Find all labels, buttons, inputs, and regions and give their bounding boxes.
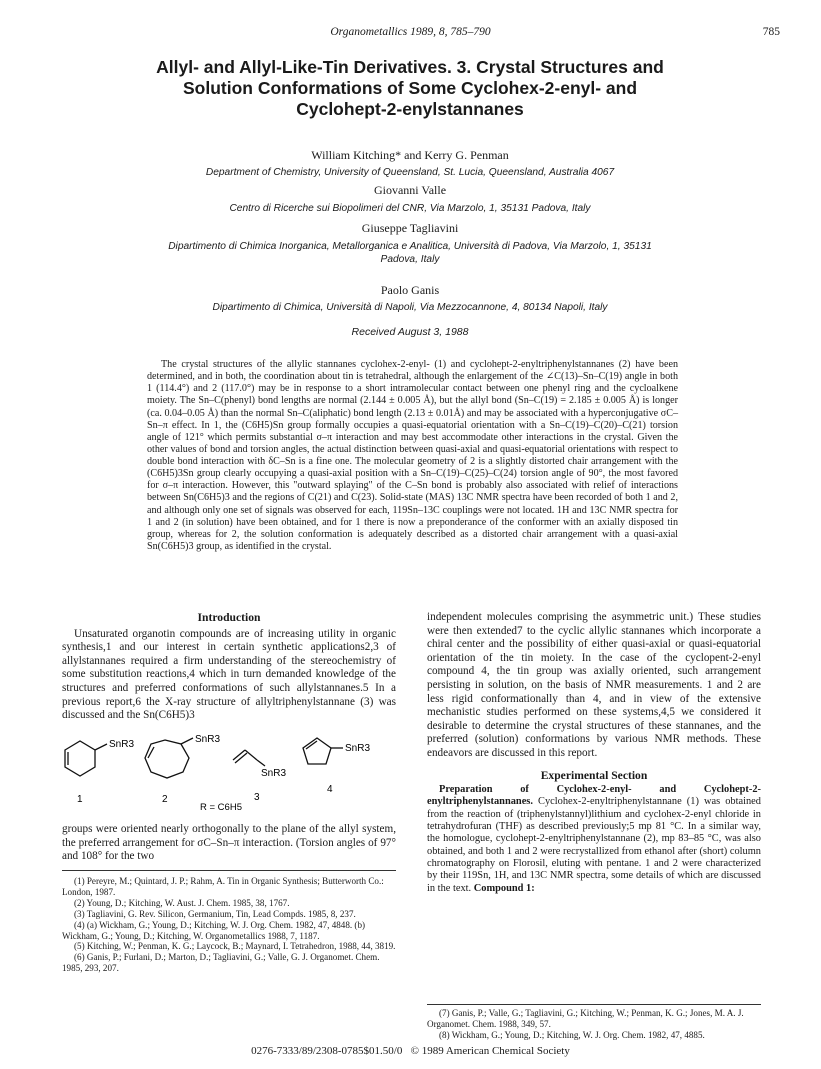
right-column xyxy=(427,611,761,895)
author-line-3: Giuseppe Tagliavini xyxy=(361,221,459,235)
footnote-7: (7) Ganis, P.; Valle, G.; Tagliavini, G.; Kitching, W.; Penman, K. G.; Jones, M. A. J. Organomet. Chem. 1988, 349, 57. xyxy=(427,1008,744,1029)
footnote-2: (2) Young, D.; Kitching, W. Aust. J. Chem. 1985, 38, 1767. xyxy=(74,897,290,908)
journal-citation: Organometallics 1989, 8, 785–790 xyxy=(330,26,491,38)
received-date: Received August 3, 1988 xyxy=(351,326,469,338)
compound-1-label: SnR3 xyxy=(109,739,135,750)
abstract xyxy=(147,359,678,553)
compound-1-number: 1 xyxy=(77,794,83,805)
affiliation-1: Department of Chemistry, University of Queensland, St. Lucia, Queensland, Australia 4067 xyxy=(205,167,615,178)
experimental-heading: Experimental Section xyxy=(540,768,648,782)
article-title xyxy=(60,57,760,120)
compound-4-label: SnR3 xyxy=(345,743,371,754)
footnotes-right xyxy=(427,1008,761,1041)
footnote-rule-left xyxy=(62,870,396,871)
compound-4-number: 4 xyxy=(327,784,333,795)
page-number: 785 xyxy=(762,26,780,38)
affiliation-3: Dipartimento di Chimica Inorganica, Metallorganica e Analitica, Università di Padova, Via Marzolo, 1, 35131 Padova, Italy xyxy=(168,241,652,265)
introduction-heading: Introduction xyxy=(197,611,261,624)
compound-4-structure xyxy=(303,738,343,764)
footnote-4: (4) (a) Wickham, G.; Young, D.; Kitching, W. J. Org. Chem. 1982, 47, 4848. (b) Wickham, G.; Young, D.; Kitching, W. Organometallics 1988, 7, 1187. xyxy=(62,919,366,941)
compound-2-label: SnR3 xyxy=(195,734,221,745)
compound-3-structure xyxy=(233,750,265,766)
footnote-5: (5) Kitching, W.; Penman, K. G.; Laycock, B.; Maynard, I. Tetrahedron, 1988, 44, 3819. xyxy=(74,941,396,952)
abstract-text: The crystal structures of the allylic stannanes cyclohex-2-enyl- (1) and cyclohept-2-enyltriphenylstannanes (2) have been determined, and in both, the coordination about tin is tetrahedral, although the enlargement of the ∠C(13)–Sn–C(19) angle in both 1 (114.4°) and 2 (117.0°) may be in response to a short intramolecular contact between one phenyl ring and the cycloalkene moiety. The Sn–C(phenyl) bond lengths are normal (2.144 ± 0.005 Å), but the allyl bond (Sn–C(19) = 2.185 ± 0.005 Å) is longer (ca. 0.04–0.05 Å) than the normal Sn–C(aliphatic) bond length (2.13 ± 0.01Å) and may be associated with a hyperconjugative σC–Sn–π effect. In 1, the (C6H5)Sn group formally occupies a quasi-equatorial orientation with a Sn–C(19)–C(20)–C(21) torsion angle of 121° which permits substantial σ–π interaction and may best accommodate other interactions in the crystal. Given the other values of bond and torsion angles, the actual distinction between quasi-axial and quasi-equatorial orientations with respect to double bond interaction with δC–Sn is a fine one. The molecular geometry of 2 is a slightly distorted chair arrangement with the (C6H5)3Sn group clearly occupying a quasi-axial position with a Sn–C(19)–C(25)–C(24) torsion angle of 90°, the most favored for σ–π interaction. However, this "outward splaying" of the C–Sn bond is probably also associated with relief of interactions between Sn(C6H5)3 and the regions of C(21) and C(23). Solid-state (MAS) 13C NMR spectra have been recorded of both 1 and 2, and although only one set of signals was observed for each, 119Sn–13C couplings were not located. 1H and 13C NMR spectra for 1 and 2 (in solution) have been obtained, and for 1 there is now a preponderance of the conformer with an axially disposed tin group, whereas for 2, the solution conformation is adequately described as a distorted chair arrangement with a quasi-axial Sn(C6H5)3 group, as identified in the crystal. xyxy=(147,359,678,552)
compound-1-heading: Compound 1: xyxy=(473,882,535,894)
intro-paragraph-1: Unsaturated organotin compounds are of increasing utility in organic synthesis,1 and our interest in certain synthetic applications2,3 of allylstannanes required a firm understanding of the stereochemistry of some substitution reactions,4 which in turn demanded knowledge of the structures and preferred conformations of such allylstannanes.5 In a previous report,6 the X-ray structure of allyltriphenylstannane (3) was discussed and the Sn(C6H5)3 xyxy=(62,627,396,722)
left-column-continued xyxy=(62,823,396,864)
r-definition: R = C6H5 xyxy=(200,802,242,810)
title-line-1: Allyl- and Allyl-Like-Tin Derivatives. 3. Crystal Structures and xyxy=(156,57,664,77)
compound-2-structure xyxy=(145,738,193,778)
compound-3-number: 3 xyxy=(254,792,260,803)
footnote-rule-right xyxy=(427,1004,761,1005)
compound-2-number: 2 xyxy=(162,794,168,805)
experimental-paragraph xyxy=(427,784,761,895)
experimental-text: Cyclohex-2-enyltriphenylstannane (1) was obtained from the reaction of (triphenylstannyl)lithium and cyclohex-2-enyl chloride in tetrahydrofuran (THF) as described previously;5 mp 81 °C. In a similar way, the homologue, cyclohept-2-enyltriphenylstannane (2), mp 83–85 °C, was also obtained, and both 1 and 2 were recrystallized from ethanol after (short) column chromatography on Florosil, eluting with pentane. 1 and 2 were characterized by their 119Sn, 1H, and 13C NMR spectra, some details of which are discussed in the text. xyxy=(427,796,761,894)
author-line-4: Paolo Ganis xyxy=(380,283,440,297)
affiliation-2: Centro di Ricerche sui Biopolimeri del CNR, Via Marzolo, 1, 35131 Padova, Italy xyxy=(229,203,591,214)
title-line-3: Cyclohept-2-enylstannanes xyxy=(296,99,524,119)
footnote-3: (3) Tagliavini, G. Rev. Silicon, Germanium, Tin, Lead Compds. 1985, 8, 237. xyxy=(74,908,356,919)
chemical-scheme xyxy=(55,730,385,810)
title-line-2: Solution Conformations of Some Cyclohex-2-enyl- and xyxy=(182,78,638,98)
author-line-1: William Kitching* and Kerry G. Penman xyxy=(311,148,509,162)
footnote-1: (1) Pereyre, M.; Quintard, J. P.; Rahm, A. Tin in Organic Synthesis; Butterworth Co.: London, 1987. xyxy=(62,876,384,897)
author-line-2: Giovanni Valle xyxy=(373,183,447,197)
left-column xyxy=(62,611,396,723)
footnotes-left xyxy=(62,876,396,974)
compound-3-label: SnR3 xyxy=(261,768,287,779)
affiliation-4: Dipartimento di Chimica, Università di Napoli, Via Mezzocannone, 4, 80134 Napoli, Italy xyxy=(212,302,608,313)
copyright-footer: 0276-7333/89/2308-0785$01.50/0 © 1989 American Chemical Society xyxy=(251,1045,570,1057)
intro-paragraph-2: groups were oriented nearly orthogonally to the plane of the allyl system, the preferred arrangement for σC–Sn–π interaction. (Torsion angles of 97° and 108° for the two xyxy=(62,823,396,863)
footnote-6: (6) Ganis, P.; Furlani, D.; Marton, D.; Tagliavini, G.; Valle, G. J. Organomet. Chem. 1985, 293, 207. xyxy=(62,952,380,974)
experimental-subheading: Preparation of Cyclohex-2-enyl- and Cyclohept-2-enyltriphenylstannanes. xyxy=(427,784,761,808)
intro-right-paragraph: independent molecules comprising the asymmetric unit.) These studies were then extended7 to the cyclic allylic stannanes which incorporate a chiral center and the possibility of either quasi-axial or quasi-equatorial orientation of the tin moiety. In the case of the cyclopent-2-enyl compound 4, the tin group was axially oriented, such arrangement persisting in solution, on the basis of NMR measurements. 1 and 2 are less rigid conformationally than 4, and in view of the extensive mechanistic studies performed on these systems,4,5 we considered it desirable to determine the crystal structures of these stannanes, and the preferred (solution) conformations by various NMR methods. These endeavors are discussed in this report. xyxy=(427,611,761,759)
compound-1-structure xyxy=(65,741,107,776)
footnote-8: (8) Wickham, G.; Young, D.; Kitching, W. J. Org. Chem. 1982, 47, 4885. xyxy=(439,1029,705,1040)
